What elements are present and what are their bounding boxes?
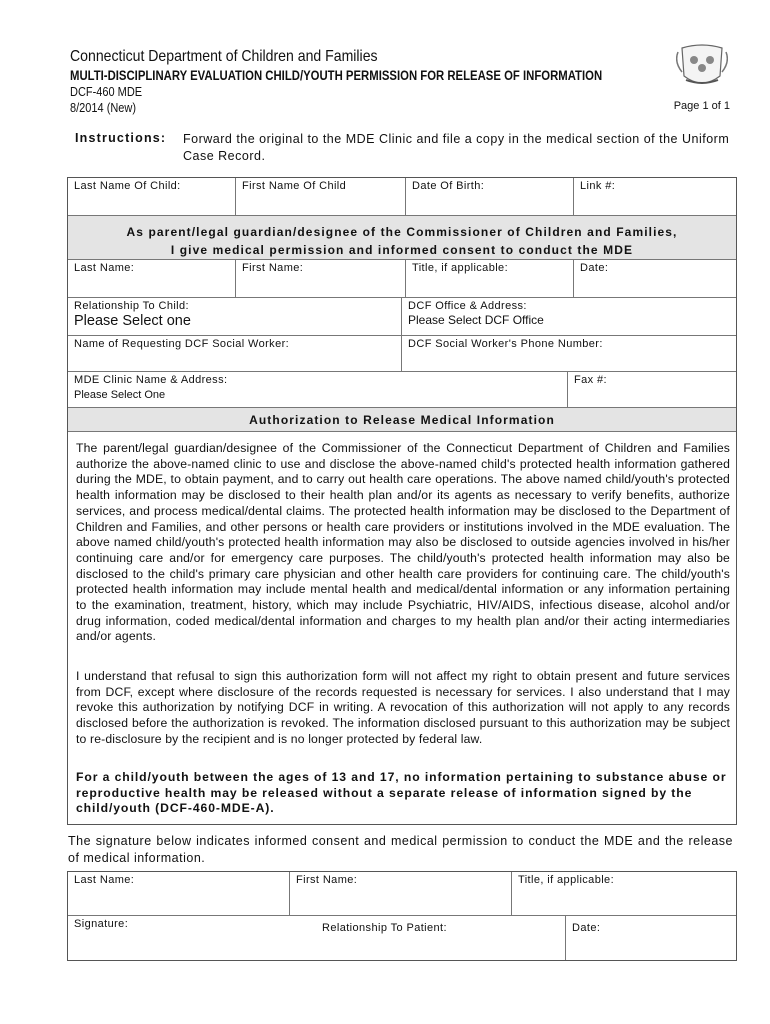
authorization-header: Authorization to Release Medical Information bbox=[68, 408, 736, 432]
form-title: MULTI-DISCIPLINARY EVALUATION CHILD/YOUTH PERMISSION FOR RELEASE OF INFORMATION bbox=[70, 68, 603, 83]
guardian-first-name-field[interactable] bbox=[236, 260, 406, 298]
mde-clinic-value: Please Select One bbox=[74, 389, 166, 401]
guardian-last-name-label: Last Name: bbox=[74, 262, 135, 274]
relationship-label: Relationship To Child: bbox=[74, 300, 189, 312]
consent-line-1: As parent/legal guardian/designee of the Commissioner of Children and Families, bbox=[126, 225, 678, 239]
social-worker-name-label: Name of Requesting DCF Social Worker: bbox=[74, 338, 290, 350]
main-form bbox=[67, 177, 737, 825]
guardian-date-field[interactable] bbox=[574, 260, 736, 298]
mde-clinic-label: MDE Clinic Name & Address: bbox=[74, 374, 228, 386]
link-number-field[interactable] bbox=[574, 178, 736, 216]
signer-date-label: Date: bbox=[572, 922, 601, 934]
signer-first-name-field[interactable] bbox=[290, 872, 512, 916]
child-first-name-label: First Name Of Child bbox=[242, 180, 347, 192]
signature-section bbox=[67, 871, 737, 961]
form-date: 8/2014 (New) bbox=[70, 101, 137, 115]
link-number-label: Link #: bbox=[580, 180, 616, 192]
page-number: Page 1 of 1 bbox=[673, 100, 730, 112]
guardian-title-field[interactable] bbox=[406, 260, 574, 298]
relationship-to-patient-label: Relationship To Patient: bbox=[322, 922, 447, 934]
signer-title-field[interactable] bbox=[512, 872, 736, 916]
social-worker-name-field[interactable] bbox=[68, 336, 402, 372]
child-last-name-field[interactable] bbox=[68, 178, 236, 216]
instructions-text: Forward the original to the MDE Clinic and file a copy in the medical section of the Uniform Case Record. bbox=[183, 132, 730, 163]
guardian-title-label: Title, if applicable: bbox=[412, 262, 509, 274]
dcf-office-select[interactable] bbox=[402, 298, 736, 336]
signer-last-name-field[interactable] bbox=[68, 872, 290, 916]
guardian-last-name-field[interactable] bbox=[68, 260, 236, 298]
relationship-value: Please Select one bbox=[74, 313, 191, 329]
child-dob-label: Date Of Birth: bbox=[412, 180, 485, 192]
relationship-select[interactable] bbox=[68, 298, 402, 336]
authorization-paragraph-3: For a child/youth between the ages of 13 and 17, no information pertaining to substance abuse or reproductive health may be released without a separate release of information signed by the child/youth (DCF-460-MDE-A). bbox=[76, 770, 727, 816]
relationship-to-patient-field[interactable] bbox=[316, 916, 566, 960]
child-first-name-field[interactable] bbox=[236, 178, 406, 216]
signer-last-name-label: Last Name: bbox=[74, 874, 135, 886]
consent-header bbox=[68, 216, 736, 260]
dcf-office-label: DCF Office & Address: bbox=[408, 300, 527, 312]
form-header bbox=[70, 48, 730, 115]
guardian-date-label: Date: bbox=[580, 262, 609, 274]
child-dob-field[interactable] bbox=[406, 178, 574, 216]
signature-intro: The signature below indicates informed consent and medical permission to conduct the MDE and the release of medical information. bbox=[68, 834, 733, 865]
child-last-name-label: Last Name Of Child: bbox=[74, 180, 181, 192]
agency-name: Connecticut Department of Children and Families bbox=[70, 48, 378, 65]
dcf-office-value: Please Select DCF Office bbox=[408, 313, 544, 327]
social-worker-phone-field[interactable] bbox=[402, 336, 736, 372]
guardian-first-name-label: First Name: bbox=[242, 262, 304, 274]
signature-label: Signature: bbox=[74, 918, 129, 930]
signature-field[interactable] bbox=[68, 916, 316, 960]
signer-title-label: Title, if applicable: bbox=[518, 874, 615, 886]
instructions-label: Instructions: bbox=[75, 131, 167, 145]
fax-label: Fax #: bbox=[574, 374, 607, 386]
authorization-paragraph-1: The parent/legal guardian/designee of the Commissioner of the Connecticut Department of Children and Families authorize the above-named clinic to use and disclose the above-named child's protected health information gathered during the MDE, to obtain payment, and to carry out health care operations. The above named child/youth's protected health information may be disclosed to their health plan and/or its agents as necessary to verify benefits, authorize services, and process medical/dental claims. The protected health information may be disclosed to the Department of Children and Families, and other persons or health care providers or institutions involved in the MDE evaluation. The above named child/youth's protected health information may also be disclosed to outside agencies involved in his/her continuing care and/or for emergency care purposes. The child/youth's protected health information may also be disclosed to the child's primary care physician and other health care providers for continuing care. The child/youth's protected health information may include mental health and medical/dental information or any information pertaining to the examination, treatment, history, which may include Psychiatric, HIV/AIDS, infectious disease, alcohol and/or drug information, coded medical/dental information and charges to my health plan and/or their acting intermediaries and/or agents. bbox=[76, 441, 730, 644]
ct-state-seal-icon bbox=[676, 42, 728, 90]
social-worker-phone-label: DCF Social Worker's Phone Number: bbox=[408, 338, 603, 350]
signer-first-name-label: First Name: bbox=[296, 874, 358, 886]
consent-line-2: I give medical permission and informed consent to conduct the MDE bbox=[170, 243, 634, 257]
signer-date-field[interactable] bbox=[566, 916, 736, 960]
form-code: DCF-460 MDE bbox=[70, 85, 143, 99]
fax-field[interactable] bbox=[568, 372, 736, 408]
authorization-paragraph-2: I understand that refusal to sign this authorization form will not affect my right to obtain present and future services from DCF, except where disclosure of the records requested is necessary for services. I also understand that I may revoke this authorization by notifying DCF in writing. A revocation of this authorization will not apply to any records disclosed before the authorization is revoked. The information disclosed pursuant to this authorization may be subject to re-disclosure by the recipient and is no longer protected by federal law. bbox=[76, 669, 730, 746]
mde-clinic-select[interactable] bbox=[68, 372, 568, 408]
